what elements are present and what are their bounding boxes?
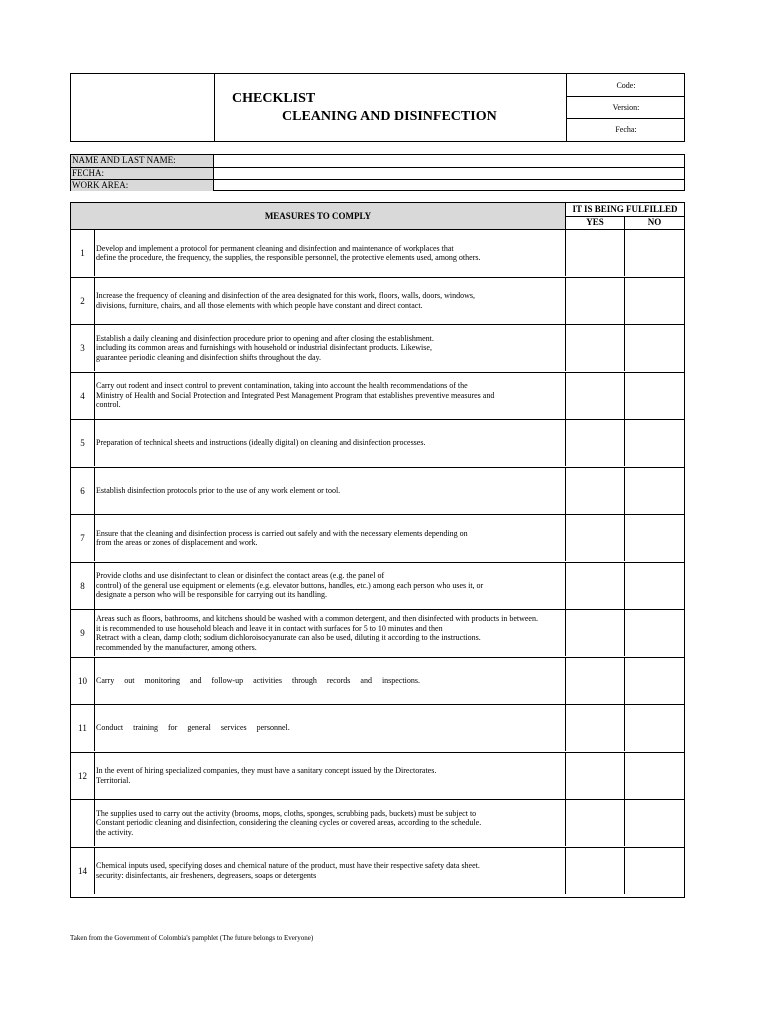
table-row [71,229,684,276]
yes-checkbox-cell[interactable] [566,753,625,799]
no-checkbox-cell[interactable] [625,278,684,324]
table-row [71,562,684,609]
info-table [70,154,685,191]
yes-checkbox-cell[interactable] [566,373,625,419]
row-measure-text: Provide cloths and use disinfectant to clean or disinfect the contact areas (e.g. the panel of control) of the general use equipment or elements (e.g. elevator buttons, handles, etc.) among each person who uses it, or designate a person who will be responsible for carrying out its handling. [96,571,484,600]
row-number: 5 [71,420,95,466]
yes-checkbox-cell[interactable] [566,278,625,324]
no-checkbox-cell[interactable] [625,610,684,656]
version-label: Version: [567,96,685,118]
table-row [71,372,684,419]
row-number: 11 [71,705,95,751]
table-row [71,609,684,656]
row-number: 4 [71,373,95,419]
no-checkbox-cell[interactable] [625,515,684,561]
yes-checkbox-cell[interactable] [566,325,625,371]
row-number: 14 [71,848,95,894]
table-row [71,657,684,704]
document-header [70,73,685,142]
row-measure-text: In the event of hiring specialized companies, they must have a sanitary concept issued by the Directorates. Territorial. [96,766,437,785]
table-row [71,752,684,799]
date-field-label: FECHA: [71,168,214,179]
row-number [71,800,95,846]
table-row [71,467,684,514]
table-row [71,514,684,561]
row-number: 10 [71,658,95,704]
yes-checkbox-cell[interactable] [566,848,625,894]
row-number: 6 [71,468,95,514]
no-checkbox-cell[interactable] [625,848,684,894]
yes-checkbox-cell[interactable] [566,230,625,276]
document-subtitle: CLEANING AND DISINFECTION [282,109,497,124]
no-checkbox-cell[interactable] [625,325,684,371]
row-number: 9 [71,610,95,656]
table-row [71,799,684,846]
table-row [71,704,684,751]
row-measure-text: Establish disinfection protocols prior to the use of any work element or tool. [96,485,341,495]
yes-header: YES [566,216,625,229]
yes-checkbox-cell[interactable] [566,515,625,561]
document-meta [566,74,685,141]
name-field[interactable] [214,155,684,167]
yes-checkbox-cell[interactable] [566,563,625,609]
no-checkbox-cell[interactable] [625,420,684,466]
row-measure-text: Conduct training for general services personnel. [96,723,290,733]
yes-checkbox-cell[interactable] [566,610,625,656]
table-row [71,419,684,466]
row-measure-text: Carry out monitoring and follow-up activities through records and inspections. [96,675,420,685]
row-measure-text: Develop and implement a protocol for permanent cleaning and disinfection and maintenance of workplaces that define the procedure, the frequency, the supplies, the responsible personnel, the protective elements used, among others. [96,243,481,262]
document-title: CHECKLIST [232,91,316,106]
row-measure-text: Chemical inputs used, specifying doses and chemical nature of the product, must have their respective safety data sheet. security: disinfectants, air fresheners, degreasers, soaps or detergents [96,861,480,880]
table-row [71,277,684,324]
row-number: 7 [71,515,95,561]
code-label: Code: [616,80,636,90]
yes-checkbox-cell[interactable] [566,468,625,514]
row-measure-text: Establish a daily cleaning and disinfection procedure prior to opening and after closing the establishment. including its common areas and furnishings with household or industrial disinfectant products. Likewise, guarantee periodic cleaning and disinfection shifts throughout the day. [96,333,434,362]
table-row [71,324,684,371]
yes-checkbox-cell[interactable] [566,800,625,846]
no-checkbox-cell[interactable] [625,373,684,419]
row-measure-text: The supplies used to carry out the activity (brooms, mops, cloths, sponges, scrubbing pads, buckets) must be subject to Constant periodic cleaning and disinfection, considering the cleaning cycles or covered areas, according to the schedule. the activity. [96,808,482,837]
row-number: 8 [71,563,95,609]
info-row-area [71,179,684,191]
date-label: Fecha: [567,118,685,140]
date-field[interactable] [214,168,684,179]
no-header: NO [625,216,684,229]
yes-checkbox-cell[interactable] [566,658,625,704]
no-checkbox-cell[interactable] [625,753,684,799]
yes-checkbox-cell[interactable] [566,420,625,466]
work-area-label: WORK AREA: [71,180,214,191]
row-number: 1 [71,230,95,276]
no-checkbox-cell[interactable] [625,800,684,846]
row-measure-text: Areas such as floors, bathrooms, and kitchens should be washed with a common detergent, and then disinfected with products in between. it is recommended to use household bleach and leave it in contact with surfaces for 5 to 10 minutes and then Retract with a clean, damp cloth; sodium dichloroisocyanurate can also be used, diluting it according to the instructions. recommended by the manufacturer, among others. [96,614,538,652]
name-label: NAME AND LAST NAME: [71,155,214,167]
no-checkbox-cell[interactable] [625,563,684,609]
row-number: 12 [71,753,95,799]
no-checkbox-cell[interactable] [625,658,684,704]
source-note: Taken from the Government of Colombia's pamphlet (The future belongs to Everyone) [70,934,314,942]
fulfilled-header: IT IS BEING FULFILLED [572,204,678,214]
measures-header: MEASURES TO COMPLY [71,203,566,229]
checklist-table [70,202,685,898]
info-row-name [71,155,684,167]
table-row [71,847,684,894]
logo-cell [71,74,215,141]
info-row-date [71,167,684,179]
no-checkbox-cell[interactable] [625,705,684,751]
row-number: 3 [71,325,95,371]
row-measure-text: Preparation of technical sheets and instructions (ideally digital) on cleaning and disinfection processes. [96,438,426,448]
row-measure-text: Ensure that the cleaning and disinfection process is carried out safely and with the necessary elements depending on from the areas or zones of displacement and work. [96,528,468,547]
row-measure-text: Carry out rodent and insect control to prevent contamination, taking into account the health recommendations of the Ministry of Health and Social Protection and Integrated Pest Management Program that establishes preventive measures and control. [96,381,495,410]
row-measure-text: Increase the frequency of cleaning and disinfection of the area designated for this work, floors, walls, doors, windows, divisions, furniture, chairs, and all those elements with which people have constant and direct contact. [96,291,475,310]
work-area-field[interactable] [214,180,684,191]
yes-checkbox-cell[interactable] [566,705,625,751]
no-checkbox-cell[interactable] [625,230,684,276]
row-number: 2 [71,278,95,324]
no-checkbox-cell[interactable] [625,468,684,514]
